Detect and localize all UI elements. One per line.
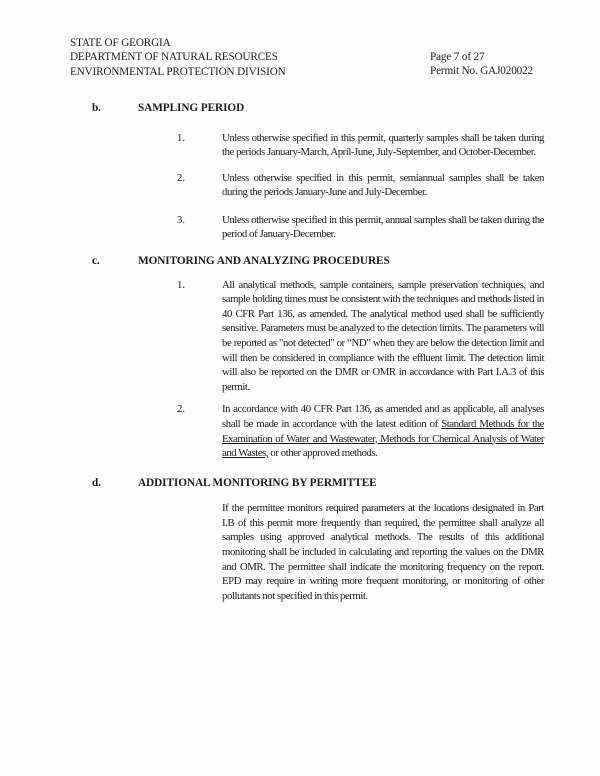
header-org-line-2: DEPARTMENT OF NATURAL RESOURCES xyxy=(70,51,278,64)
section-c-heading xyxy=(92,254,552,269)
page-number: Page 7 of 27 xyxy=(430,51,485,63)
list-item xyxy=(92,213,552,242)
list-item xyxy=(92,171,552,200)
item-text: All analytical methods, sample containers, sample preservation techniques, and sample holding times must be consistent with the techniques and methods listed in 40 CFR Part 136, as amended. The analytical method used shall be sufficiently sensitive. Parameters must be analyzed to the detection limits. The parameters will be reported as "not detected" or “ND” when they are below the detection limit and will then be considered in compliance with the effluent limit. The detection limit will also be reported on the DMR or OMR in accordance with Part I.A.3 of this permit. xyxy=(222,278,544,393)
item-text-after: or other approved methods. xyxy=(268,447,378,460)
item-text xyxy=(222,402,544,460)
permit-number: Permit No. GAJ020022 xyxy=(430,65,533,78)
item-text: Unless otherwise specified in this permit, quarterly samples shall be taken during the periods January-March, April-June, July-September, and October-December. xyxy=(222,131,544,159)
list-item xyxy=(92,278,552,395)
item-number: 2. xyxy=(177,171,186,184)
header-org-line-1: STATE OF GEORGIA xyxy=(70,37,171,49)
section-letter: d. xyxy=(92,476,101,489)
header-org-line-3: ENVIRONMENTAL PROTECTION DIVISION xyxy=(70,65,286,78)
item-number: 3. xyxy=(177,213,186,226)
section-paragraph: If the permittee monitors required parameters at the locations designated in Part I.B of this permit more frequently than required, the permittee shall analyze all samples using approved analytical methods. The results of this additional monitoring shall be included in calculating and reporting the values on the DMR and OMR. The permittee shall indicate the monitoring frequency on the report. EPD may require in writing more frequent monitoring, or monitoring of other pollutants not specified in this permit. xyxy=(222,502,544,602)
item-text: Unless otherwise specified in this permit, semiannual samples shall be taken during the periods January-June and July-December. xyxy=(222,171,544,199)
document-body xyxy=(92,0,552,603)
section-d-heading xyxy=(92,476,552,491)
section-letter: b. xyxy=(92,102,101,114)
list-item xyxy=(92,402,552,460)
item-text: Unless otherwise specified in this permit, annual samples shall be taken during the period of January-December. xyxy=(222,213,544,241)
list-item xyxy=(92,131,552,160)
section-title: ADDITIONAL MONITORING BY PERMITTEE xyxy=(138,476,377,489)
item-number: 1. xyxy=(177,278,186,291)
section-b-heading xyxy=(92,101,552,116)
underlined-citation: Standard Methods for the Examination of Water and Wastewater, Methods for Chemical Analysis of Water and Wastes, xyxy=(222,417,544,460)
item-number: 1. xyxy=(177,131,186,144)
section-title: SAMPLING PERIOD xyxy=(138,102,245,114)
section-letter: c. xyxy=(92,255,100,268)
item-number: 2. xyxy=(177,403,186,416)
section-title: MONITORING AND ANALYZING PROCEDURES xyxy=(138,255,390,268)
item-text-before: In accordance with 40 CFR Part 136, as amended and as applicable, all analyses shall be made in accordance with the latest edition of xyxy=(222,403,544,430)
